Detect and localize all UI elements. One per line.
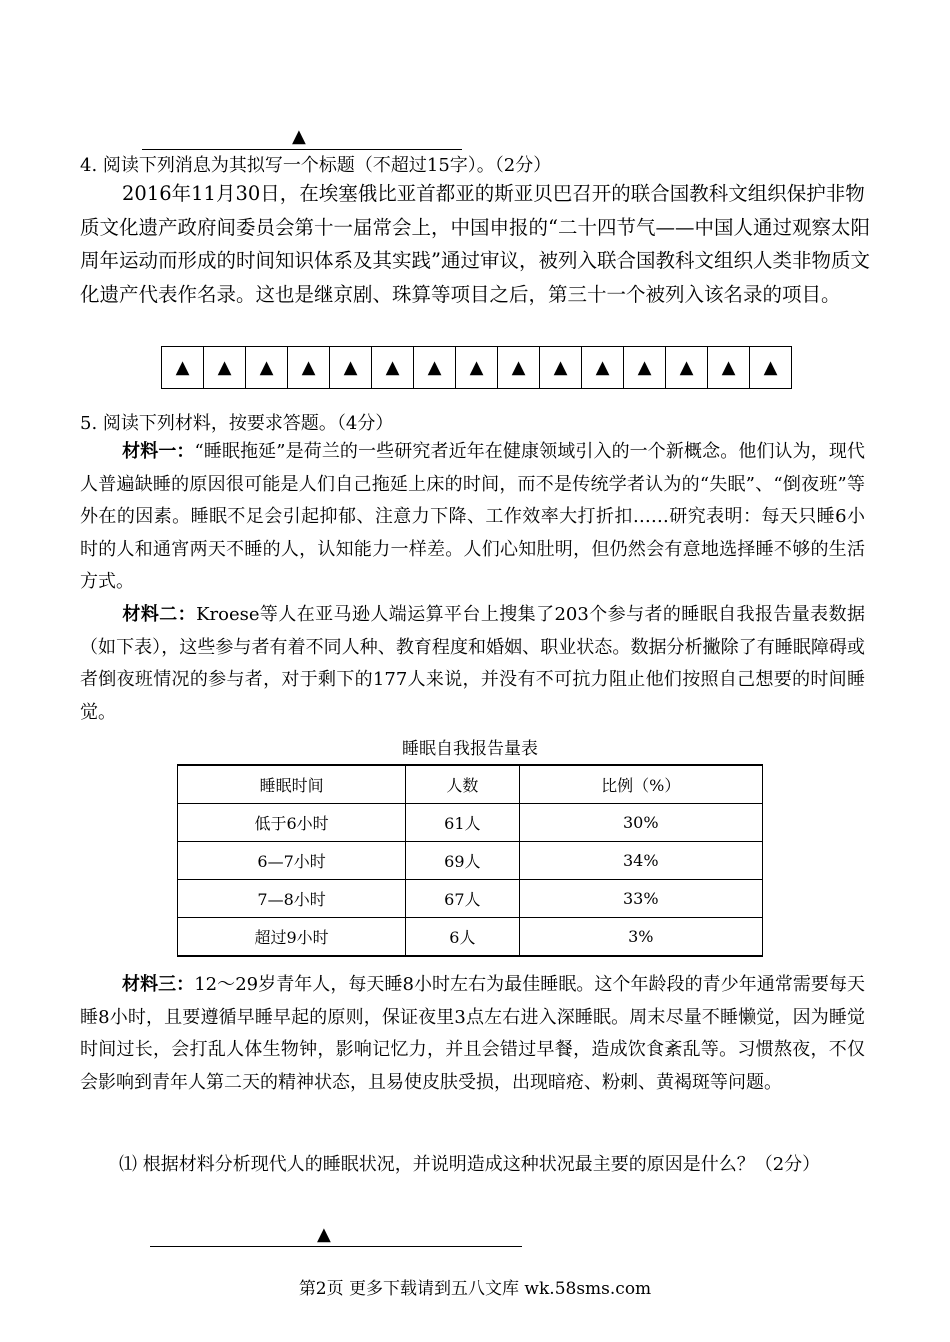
answer-line-bottom[interactable] [150, 1224, 522, 1247]
table-header-row [178, 765, 763, 804]
grid-cell[interactable]: ▲ [582, 347, 624, 388]
table-header-cell: 睡眠时间 [178, 765, 406, 804]
table-cell: 69人 [406, 842, 519, 880]
material-2 [80, 599, 865, 729]
table-row [178, 842, 763, 880]
table-cell: 30% [519, 804, 762, 842]
table-cell: 6—7小时 [178, 842, 406, 880]
material-3-label: 材料三： [122, 974, 195, 995]
grid-cell[interactable]: ▲ [246, 347, 288, 388]
grid-cell[interactable]: ▲ [708, 347, 750, 388]
table-cell: 33% [519, 880, 762, 918]
answer-marker: ▲ [317, 1224, 331, 1245]
material-1-text: “睡眠拖延”是荷兰的一些研究者近年在健康领域引入的一个新概念。他们认为，现代人普遍缺睡的原因很可能是人们自己拖延上床的时间，而不是传统学者认为的“失眠”、“倒夜班”等外在的因素。睡眠不足会引起抑郁、注意力下降、工作效率大打折扣……研究表明：每天只睡6小时的人和通宵两天不睡的人，认知能力一样差。人们心知肚明，但仍然会有意地选择睡不够的生活方式。 [80, 441, 865, 592]
grid-cell[interactable]: ▲ [330, 347, 372, 388]
table-header-cell: 比例（%） [519, 765, 762, 804]
table-cell: 67人 [406, 880, 519, 918]
page-footer: 第2页 更多下载请到五八文库 wk.58sms.com [298, 1279, 652, 1299]
answer-marker: ▲ [292, 126, 306, 147]
q4-title: 4. 阅读下列消息为其拟写一个标题（不超过15字）。（2分） [80, 155, 552, 176]
grid-cell[interactable]: ▲ [540, 347, 582, 388]
q4-body [80, 177, 880, 311]
material-2-text: Kroese等人在亚马逊人端运算平台上搜集了203个参与者的睡眠自我报告量表数据（如下表），这些参与者有着不同人种、教育程度和婚姻、职业状态。数据分析撇除了有睡眠障碍或者倒夜班情况的参与者，对于剩下的177人来说，并没有不可抗力阻止他们按照自己想要的时间睡觉。 [80, 604, 865, 723]
table-cell: 3% [519, 918, 762, 957]
material-1-label: 材料一： [122, 441, 195, 462]
q4-body-text: 2016年11月30日，在埃塞俄比亚首都亚的斯亚贝巴召开的联合国教科文组织保护非物质文化遗产政府间委员会第十一届常会上，中国申报的“二十四节气——中国人通过观察太阳周年运动而形成的时间知识体系及其实践”通过审议，被列入联合国教科文组织人类非物质文化遗产代表作名录。这也是继京剧、珠算等项目之后，第三十一个被列入该名录的项目。 [80, 182, 870, 306]
material-3-text: 12～29岁青年人，每天睡8小时左右为最佳睡眠。这个年龄段的青少年通常需要每天睡8小时，且要遵循早睡早起的原则，保证夜里3点左右进入深睡眠。周末尽量不睡懒觉，因为睡觉时间过长，会打乱人体生物钟，影响记忆力，并且会错过早餐，造成饮食紊乱等。习惯熬夜，不仅会影响到青年人第二天的精神状态，且易使皮肤受损，出现暗疮、粉刺、黄褐斑等问题。 [80, 974, 865, 1093]
q5-title: 5. 阅读下列材料，按要求答题。（4分） [80, 413, 394, 434]
table-row [178, 880, 763, 918]
grid-cell[interactable]: ▲ [414, 347, 456, 388]
grid-cell[interactable]: ▲ [372, 347, 414, 388]
grid-cell[interactable]: ▲ [204, 347, 246, 388]
material-2-label: 材料二： [122, 604, 197, 625]
table-cell: 6人 [406, 918, 519, 957]
sleep-report-table [177, 764, 763, 957]
title-answer-grid[interactable] [161, 346, 792, 389]
table-cell: 34% [519, 842, 762, 880]
grid-cell[interactable]: ▲ [498, 347, 540, 388]
grid-cell[interactable]: ▲ [288, 347, 330, 388]
grid-cell[interactable]: ▲ [666, 347, 708, 388]
table-cell: 低于6小时 [178, 804, 406, 842]
table-cell: 超过9小时 [178, 918, 406, 957]
table-header-cell: 人数 [406, 765, 519, 804]
grid-cell[interactable]: ▲ [624, 347, 666, 388]
table-row [178, 804, 763, 842]
material-1 [80, 436, 865, 599]
grid-cell[interactable]: ▲ [456, 347, 498, 388]
material-3 [80, 969, 865, 1099]
table-cell: 61人 [406, 804, 519, 842]
sub-question-1: ⑴ 根据材料分析现代人的睡眠状况，并说明造成这种状况最主要的原因是什么？（2分） [119, 1154, 821, 1175]
table-row [178, 918, 763, 957]
table-cell: 7—8小时 [178, 880, 406, 918]
grid-cell[interactable]: ▲ [162, 347, 204, 388]
table-caption: 睡眠自我报告量表 [402, 739, 538, 759]
grid-cell[interactable]: ▲ [763, 357, 778, 378]
